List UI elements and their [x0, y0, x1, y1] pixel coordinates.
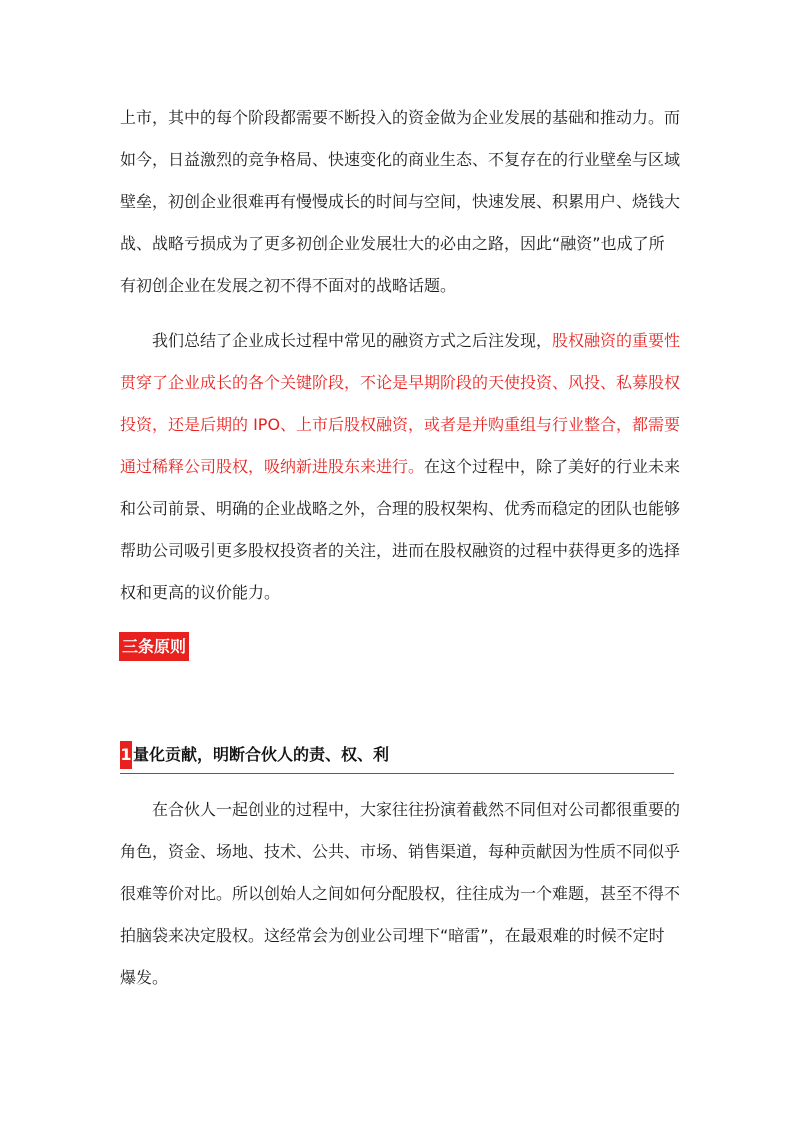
- paragraph-line: 爆发。: [120, 968, 169, 987]
- highlighted-text: 投资，还是后期的 IPO、上市后股权融资，或者是并购重组与行业整合，都需要: [120, 415, 681, 434]
- paragraph-line: [152, 331, 680, 351]
- paragraph-line: [120, 457, 680, 477]
- paragraph-line: 战、战略亏损成为了更多初创企业发展壮大的必由之路，因此“融资”也成了所: [120, 234, 665, 253]
- paragraph-line: 权和更高的议价能力。: [120, 583, 281, 602]
- plain-text: 我们总结了企业成长过程中常见的融资方式之后注发现，: [152, 331, 553, 350]
- highlighted-text: 通过稀释公司股权，吸纳新进股东来进行。: [120, 457, 425, 476]
- paragraph-line: 有初创企业在发展之初不得不面对的战略话题。: [120, 276, 457, 295]
- paragraph-line: 在合伙人一起创业的过程中，大家往往扮演着截然不同但对公司都很重要的: [152, 800, 681, 819]
- sub-heading-number: 1: [120, 741, 132, 769]
- paragraph-line: 上市，其中的每个阶段都需要不断投入的资金做为企业发展的基础和推动力。而: [120, 108, 681, 127]
- paragraph-line: 如今，日益激烈的竞争格局、快速变化的商业生态、不复存在的行业壁垒与区域: [120, 150, 681, 169]
- section-title: 三条原则: [119, 632, 189, 661]
- sub-heading: [120, 739, 674, 774]
- highlighted-text: 股权融资的重要性: [552, 331, 681, 350]
- plain-text: 在这个过程中，除了美好的行业未来: [424, 457, 681, 476]
- paragraph-line: 拍脑袋来决定股权。这经常会为创业公司埋下“暗雷”，在最艰难的时候不定时: [120, 926, 665, 945]
- paragraph-line: 壁垒，初创企业很难再有慢慢成长的时间与空间，快速发展、积累用户、烧钱大: [120, 192, 681, 211]
- highlighted-text: 贯穿了企业成长的各个关键阶段，不论是早期阶段的天使投资、风投、私募股权: [120, 373, 681, 392]
- paragraph-line: 和公司前景、明确的企业战略之外，合理的股权架构、优秀而稳定的团队也能够: [120, 499, 681, 518]
- paragraph-line: 角色，资金、场地、技术、公共、市场、销售渠道，每种贡献因为性质不同似乎: [120, 842, 681, 861]
- sub-heading-text: 量化贡献，明断合伙人的责、权、利: [133, 745, 390, 764]
- paragraph-line: 帮助公司吸引更多股权投资者的关注，进而在股权融资的过程中获得更多的选择: [120, 541, 681, 560]
- paragraph-line: 很难等价对比。所以创始人之间如何分配股权，往往成为一个难题，甚至不得不: [120, 884, 681, 903]
